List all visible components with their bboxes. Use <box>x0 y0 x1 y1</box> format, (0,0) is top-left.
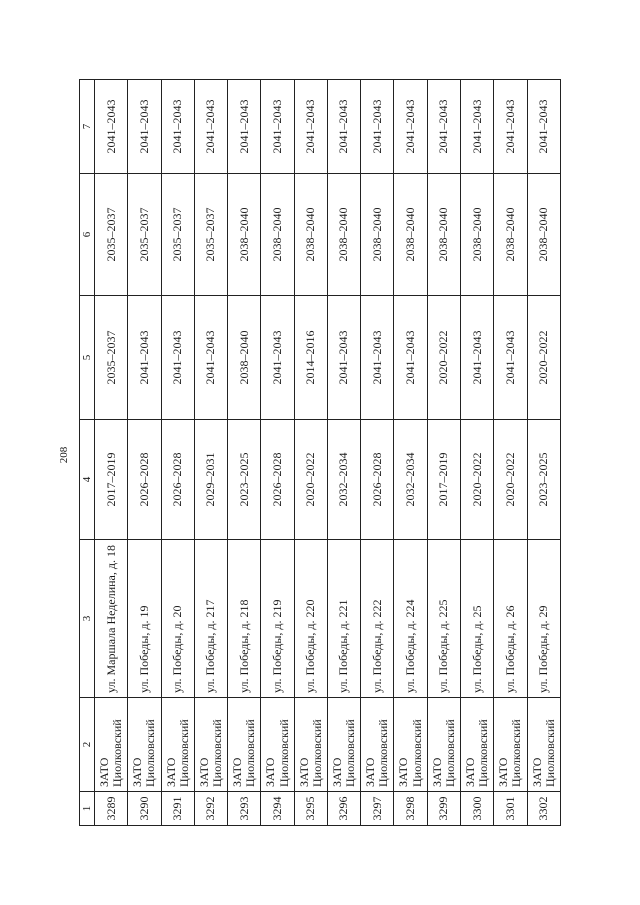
period-cell: 2041–2043 <box>128 296 161 420</box>
document-table-rotated <box>79 80 561 826</box>
period-cell: 2041–2043 <box>161 80 194 174</box>
period-cell: 2038–2040 <box>327 174 360 296</box>
column-header: 5 <box>80 296 95 420</box>
table-row <box>95 80 128 826</box>
period-cell: 2035–2037 <box>128 174 161 296</box>
period-cell: 2041–2043 <box>461 296 494 420</box>
row-number-cell: 3291 <box>161 792 194 826</box>
period-cell: 2041–2043 <box>261 80 294 174</box>
repair-schedule-table <box>79 79 561 826</box>
column-header: 6 <box>80 174 95 296</box>
row-number-cell: 3298 <box>394 792 427 826</box>
period-cell: 2020–2022 <box>461 420 494 540</box>
row-number-cell: 3301 <box>494 792 527 826</box>
period-cell: 2041–2043 <box>128 80 161 174</box>
period-cell: 2035–2037 <box>95 174 128 296</box>
period-cell: 2041–2043 <box>494 296 527 420</box>
period-cell: 2026–2028 <box>161 420 194 540</box>
address-cell: ул. Победы, д. 219 <box>261 540 294 698</box>
table-row <box>294 80 327 826</box>
period-cell: 2041–2043 <box>327 296 360 420</box>
row-number-cell: 3289 <box>95 792 128 826</box>
address-cell: ул. Победы, д. 218 <box>228 540 261 698</box>
period-cell: 2035–2037 <box>95 296 128 420</box>
period-cell: 2032–2034 <box>394 420 427 540</box>
row-number-cell: 3295 <box>294 792 327 826</box>
municipality-cell: ЗАТО Циолковский <box>394 698 427 792</box>
row-number-cell: 3302 <box>527 792 560 826</box>
municipality-cell: ЗАТО Циолковский <box>294 698 327 792</box>
table-row <box>228 80 261 826</box>
period-cell: 2026–2028 <box>361 420 394 540</box>
address-cell: ул. Победы, д. 26 <box>494 540 527 698</box>
table-row <box>327 80 360 826</box>
period-cell: 2041–2043 <box>494 80 527 174</box>
municipality-cell: ЗАТО Циолковский <box>494 698 527 792</box>
address-cell: ул. Победы, д. 220 <box>294 540 327 698</box>
period-cell: 2038–2040 <box>427 174 460 296</box>
table-row <box>361 80 394 826</box>
municipality-cell: ЗАТО Циолковский <box>261 698 294 792</box>
header-row <box>80 80 95 826</box>
period-cell: 2038–2040 <box>294 174 327 296</box>
period-cell: 2020–2022 <box>494 420 527 540</box>
row-number-cell: 3300 <box>461 792 494 826</box>
address-cell: ул. Маршала Неделина, д. 18 <box>95 540 128 698</box>
address-cell: ул. Победы, д. 19 <box>128 540 161 698</box>
table-row <box>194 80 227 826</box>
municipality-cell: ЗАТО Циолковский <box>95 698 128 792</box>
row-number-cell: 3293 <box>228 792 261 826</box>
period-cell: 2041–2043 <box>194 296 227 420</box>
address-cell: ул. Победы, д. 222 <box>361 540 394 698</box>
municipality-cell: ЗАТО Циолковский <box>327 698 360 792</box>
period-cell: 2017–2019 <box>95 420 128 540</box>
row-number-cell: 3296 <box>327 792 360 826</box>
period-cell: 2041–2043 <box>361 80 394 174</box>
period-cell: 2038–2040 <box>461 174 494 296</box>
row-number-cell: 3292 <box>194 792 227 826</box>
period-cell: 2023–2025 <box>527 420 560 540</box>
period-cell: 2029–2031 <box>194 420 227 540</box>
address-cell: ул. Победы, д. 29 <box>527 540 560 698</box>
municipality-cell: ЗАТО Циолковский <box>194 698 227 792</box>
municipality-cell: ЗАТО Циолковский <box>228 698 261 792</box>
period-cell: 2041–2043 <box>228 80 261 174</box>
table-row <box>161 80 194 826</box>
table-row <box>527 80 560 826</box>
period-cell: 2041–2043 <box>394 80 427 174</box>
table-row <box>494 80 527 826</box>
table-row <box>427 80 460 826</box>
address-cell: ул. Победы, д. 224 <box>394 540 427 698</box>
period-cell: 2020–2022 <box>527 296 560 420</box>
column-header: 1 <box>80 792 95 826</box>
period-cell: 2038–2040 <box>394 174 427 296</box>
address-cell: ул. Победы, д. 221 <box>327 540 360 698</box>
period-cell: 2041–2043 <box>527 80 560 174</box>
column-header: 4 <box>80 420 95 540</box>
row-number-cell: 3294 <box>261 792 294 826</box>
period-cell: 2041–2043 <box>95 80 128 174</box>
period-cell: 2041–2043 <box>194 80 227 174</box>
municipality-cell: ЗАТО Циолковский <box>427 698 460 792</box>
municipality-cell: ЗАТО Циолковский <box>527 698 560 792</box>
address-cell: ул. Победы, д. 20 <box>161 540 194 698</box>
period-cell: 2026–2028 <box>261 420 294 540</box>
period-cell: 2041–2043 <box>461 80 494 174</box>
address-cell: ул. Победы, д. 217 <box>194 540 227 698</box>
period-cell: 2032–2034 <box>327 420 360 540</box>
period-cell: 2023–2025 <box>228 420 261 540</box>
period-cell: 2014–2016 <box>294 296 327 420</box>
period-cell: 2041–2043 <box>361 296 394 420</box>
row-number-cell: 3299 <box>427 792 460 826</box>
period-cell: 2038–2040 <box>361 174 394 296</box>
period-cell: 2041–2043 <box>394 296 427 420</box>
period-cell: 2017–2019 <box>427 420 460 540</box>
table-row <box>261 80 294 826</box>
address-cell: ул. Победы, д. 25 <box>461 540 494 698</box>
period-cell: 2041–2043 <box>427 80 460 174</box>
municipality-cell: ЗАТО Циолковский <box>461 698 494 792</box>
row-number-cell: 3290 <box>128 792 161 826</box>
column-header: 3 <box>80 540 95 698</box>
period-cell: 2038–2040 <box>494 174 527 296</box>
municipality-cell: ЗАТО Циолковский <box>161 698 194 792</box>
period-cell: 2041–2043 <box>161 296 194 420</box>
page-number: 208 <box>58 446 70 464</box>
period-cell: 2026–2028 <box>128 420 161 540</box>
period-cell: 2020–2022 <box>294 420 327 540</box>
column-header: 2 <box>80 698 95 792</box>
column-header: 7 <box>80 80 95 174</box>
period-cell: 2038–2040 <box>261 174 294 296</box>
table-row <box>394 80 427 826</box>
table-row <box>461 80 494 826</box>
period-cell: 2035–2037 <box>161 174 194 296</box>
period-cell: 2038–2040 <box>228 296 261 420</box>
period-cell: 2035–2037 <box>194 174 227 296</box>
address-cell: ул. Победы, д. 225 <box>427 540 460 698</box>
period-cell: 2038–2040 <box>527 174 560 296</box>
row-number-cell: 3297 <box>361 792 394 826</box>
period-cell: 2020–2022 <box>427 296 460 420</box>
municipality-cell: ЗАТО Циолковский <box>361 698 394 792</box>
period-cell: 2041–2043 <box>327 80 360 174</box>
period-cell: 2041–2043 <box>294 80 327 174</box>
municipality-cell: ЗАТО Циолковский <box>128 698 161 792</box>
period-cell: 2038–2040 <box>228 174 261 296</box>
table-row <box>128 80 161 826</box>
period-cell: 2041–2043 <box>261 296 294 420</box>
